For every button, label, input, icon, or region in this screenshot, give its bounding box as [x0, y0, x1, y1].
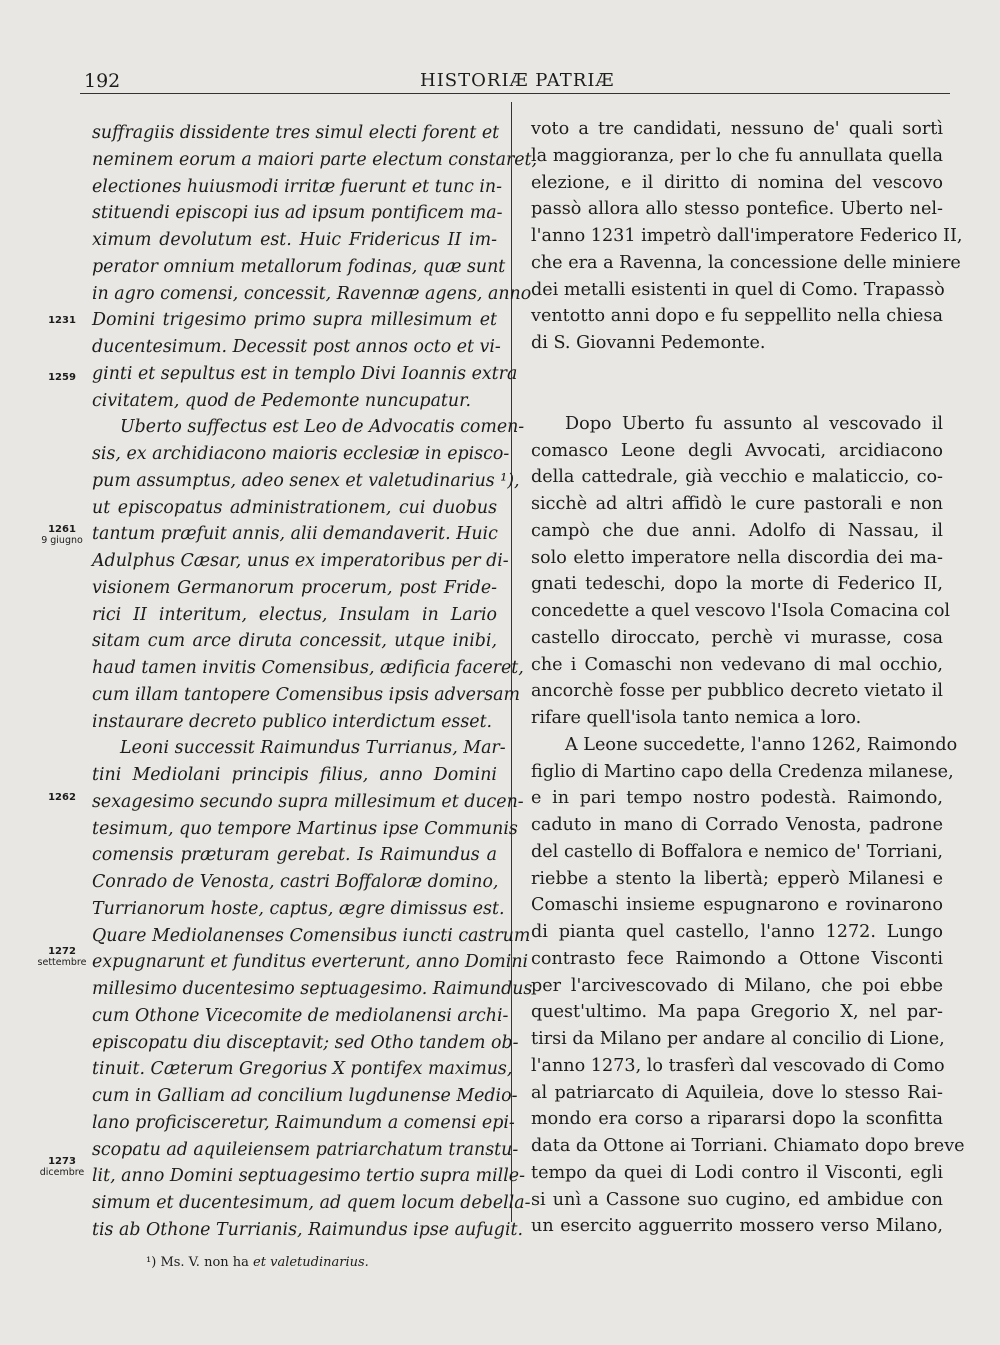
- margin-note: [30, 1156, 94, 1178]
- latin-line: episcopatu diu disceptavit; sed Otho tandem ob-: [92, 1032, 519, 1053]
- footnote: [146, 1255, 369, 1270]
- latin-line: visionem Germanorum procerum, post Fride-: [92, 577, 497, 598]
- latin-line: Turrianorum hoste, captus, ægre dimissus est.: [92, 898, 505, 919]
- latin-line: tini Mediolani principis filius, anno Domini: [92, 765, 497, 785]
- italian-line: si unì a Cassone suo cugino, ed ambidue con: [531, 1189, 943, 1210]
- latin-line: tesimum, quo tempore Martinus ipse Communis: [92, 818, 518, 839]
- margin-note: [30, 792, 94, 803]
- italian-line: l'anno 1231 impetrò dall'imperatore Federico II,: [531, 226, 963, 246]
- italian-line: contrasto fece Raimondo a Ottone Visconti: [531, 948, 943, 969]
- paragraph-gap: [531, 357, 943, 411]
- latin-line: electiones huiusmodi irritæ fuerunt et tunc in-: [92, 176, 502, 197]
- italian-line: l'anno 1273, lo trasferì dal vescovado di Como: [531, 1055, 945, 1076]
- italian-line: la maggioranza, per lo che fu annullata quella: [531, 145, 943, 166]
- latin-line: ginti et sepultus est in templo Divi Ioannis extra: [92, 363, 518, 384]
- latin-line: cum Othone Vicecomite de mediolanensi archi-: [92, 1005, 509, 1026]
- italian-line: campò che due anni. Adolfo di Nassau, il: [531, 520, 943, 541]
- latin-line: haud tamen invitis Comensibus, ædificia faceret,: [92, 658, 524, 678]
- latin-line: millesimo ducentesimo septuagesimo. Raimundus: [92, 979, 533, 999]
- italian-line: elezione, e il diritto di nomina del vescovo: [531, 172, 943, 193]
- margin-note-date: 9 giugno: [41, 535, 83, 546]
- italian-line: solo eletto imperatore nella discordia dei ma-: [531, 547, 943, 568]
- italian-line: sicchè ad altri affidò le cure pastorali e non: [531, 494, 943, 514]
- margin-note-year: 1231: [48, 315, 76, 326]
- italian-line: Comaschi insieme espugnarono e rovinarono: [531, 895, 943, 916]
- italian-column: [531, 116, 965, 1240]
- latin-line: lano proficisceretur, Raimundum a comensi epi-: [92, 1112, 515, 1133]
- latin-line: sexagesimo secundo supra millesimum et ducen-: [92, 791, 524, 812]
- latin-line: suffragiis dissidente tres simul electi forent et: [92, 123, 500, 143]
- italian-line: rifare quell'isola tanto nemica a loro.: [531, 708, 862, 728]
- page-number: 192: [84, 70, 121, 92]
- latin-line: Leoni successit Raimundus Turrianus, Mar-: [120, 738, 506, 759]
- italian-line: castello diroccato, perchè vi murasse, cosa: [531, 627, 943, 648]
- latin-line: sitam cum arce diruta concessit, utque inibi,: [92, 631, 497, 652]
- latin-line: Adulphus Cæsar, unus ex imperatoribus per di-: [92, 551, 509, 571]
- latin-line: perator omnium metallorum fodinas, quæ sunt: [92, 256, 506, 277]
- margin-note-date: settembre: [37, 957, 87, 968]
- running-head: HISTORIÆ PATRIÆ: [420, 70, 615, 91]
- italian-line: ancorchè fosse per pubblico decreto vietato il: [531, 681, 943, 702]
- footnote-italic-text: et valetudinarius.: [253, 1255, 369, 1270]
- page-header: [80, 64, 950, 94]
- footnote-text: Ms. V. non ha: [160, 1255, 249, 1270]
- latin-line: civitatem, quod de Pedemonte nuncupatur.: [92, 390, 472, 411]
- latin-line: neminem eorum a maiori parte electum constaret,: [92, 149, 538, 170]
- italian-line: mondo era corso a ripararsi dopo la sconfitta: [531, 1109, 943, 1130]
- margin-note-date: dicembre: [39, 1167, 85, 1178]
- italian-line: passò allora allo stesso pontefice. Uberto nel-: [531, 199, 943, 220]
- latin-line: comensis præturam gerebat. Is Raimundus a: [92, 845, 497, 866]
- italian-line: un esercito agguerrito mossero verso Milano,: [531, 1216, 943, 1237]
- italian-line: e in pari tempo nostro podestà. Raimondo,: [531, 788, 943, 809]
- margin-note-year: 1261: [48, 524, 76, 535]
- header-rule: [80, 93, 950, 94]
- italian-line: al patriarcato di Aquileia, dove lo stesso Rai-: [531, 1082, 943, 1103]
- latin-line: ducentesimum. Decessit post annos octo et vi-: [92, 337, 501, 357]
- latin-line: sis, ex archidiacono maioris ecclesiæ in episco-: [92, 444, 510, 464]
- italian-line: riebbe a stento la libertà; epperò Milanesi e: [531, 868, 943, 889]
- margin-note-year: 1273: [48, 1156, 76, 1167]
- italian-line: caduto in mano di Corrado Venosta, padrone: [531, 815, 943, 835]
- latin-line: Domini trigesimo primo supra millesimum et: [92, 310, 497, 331]
- latin-column: [92, 120, 538, 1244]
- margin-note-year: 1272: [48, 946, 76, 957]
- latin-line: in agro comensi, concessit, Ravennæ agens, anno: [92, 283, 532, 304]
- margin-note: [30, 372, 94, 383]
- margin-note-year: 1259: [48, 372, 76, 383]
- italian-line: che era a Ravenna, la concessione delle miniere: [531, 252, 961, 273]
- italian-line: di pianta quel castello, l'anno 1272. Lungo: [531, 922, 943, 942]
- italian-line: tirsi da Milano per andare al concilio di Lione,: [531, 1029, 945, 1049]
- italian-line: A Leone succedette, l'anno 1262, Raimondo: [565, 734, 958, 755]
- italian-line: comasco Leone degli Avvocati, arcidiacono: [531, 440, 943, 461]
- italian-line: di S. Giovanni Pedemonte.: [531, 333, 766, 353]
- margin-note-year: 1262: [48, 792, 76, 803]
- italian-line: voto a tre candidati, nessuno de' quali sortì: [531, 119, 943, 139]
- italian-line: tempo da quei di Lodi contro il Visconti, egli: [531, 1162, 943, 1183]
- latin-line: simum et ducentesimum, ad quem locum debella-: [92, 1193, 531, 1213]
- margin-note: [30, 946, 94, 968]
- margin-note: [30, 524, 94, 546]
- margin-note: [30, 315, 94, 326]
- italian-line: data da Ottone ai Torriani. Chiamato dopo breve: [531, 1136, 965, 1156]
- italian-line: figlio di Martino capo della Credenza milanese,: [531, 761, 954, 782]
- latin-line: Uberto suffectus est Leo de Advocatis comen-: [120, 417, 525, 438]
- latin-line: tinuit. Cæterum Gregorius X pontifex maximus,: [92, 1059, 513, 1080]
- latin-line: tis ab Othone Turrianis, Raimundus ipse aufugit.: [92, 1219, 524, 1240]
- italian-line: del castello di Boffalora e nemico de' Torriani,: [531, 841, 943, 862]
- latin-line: cum in Galliam ad concilium lugdunense Medio-: [92, 1086, 518, 1106]
- latin-line: Conrado de Venosta, castri Boffaloræ domino,: [92, 872, 499, 892]
- footnote-mark: ¹): [146, 1255, 157, 1270]
- latin-line: instaurare decreto publico interdictum esset.: [92, 711, 493, 732]
- latin-line: Quare Mediolanenses Comensibus iuncti castrum: [92, 925, 531, 946]
- italian-line: Dopo Uberto fu assunto al vescovado il: [565, 413, 943, 434]
- latin-line: pum assumptus, adeo senex et valetudinarius ¹),: [92, 470, 520, 491]
- italian-line: quest'ultimo. Ma papa Gregorio X, nel par-: [531, 1002, 943, 1023]
- italian-line: della cattedrale, già vecchio e malaticcio, co-: [531, 467, 943, 488]
- italian-line: che i Comaschi non vedevano di mal occhio,: [531, 654, 943, 675]
- latin-line: tantum præfuit annis, alii demandaverit. Huic: [92, 524, 498, 545]
- italian-line: dei metalli esistenti in quel di Como. Trapassò: [531, 279, 945, 300]
- latin-line: stituendi episcopi ius ad ipsum pontificem ma-: [92, 203, 503, 224]
- latin-line: ut episcopatus administrationem, cui duobus: [92, 497, 497, 518]
- italian-line: ventotto anni dopo e fu seppellito nella chiesa: [531, 306, 943, 327]
- latin-line: scopatu ad aquileiensem patriarchatum transtu-: [92, 1139, 519, 1160]
- latin-line: cum illam tantopere Comensibus ipsis adversam: [92, 684, 520, 705]
- italian-line: concedette a quel vescovo l'Isola Comacina col: [531, 601, 951, 621]
- latin-line: ximum devolutum est. Huic Fridericus II im-: [92, 230, 497, 250]
- italian-line: gnati tedeschi, dopo la morte di Federico II,: [531, 574, 943, 595]
- latin-line: lit, anno Domini septuagesimo tertio supra mille-: [92, 1166, 525, 1187]
- latin-line: rici II interitum, electus, Insulam in Lario: [92, 604, 497, 625]
- latin-line: expugnarunt et funditus everterunt, anno Domini: [92, 952, 529, 973]
- italian-line: per l'arcivescovado di Milano, che poi ebbe: [531, 975, 943, 996]
